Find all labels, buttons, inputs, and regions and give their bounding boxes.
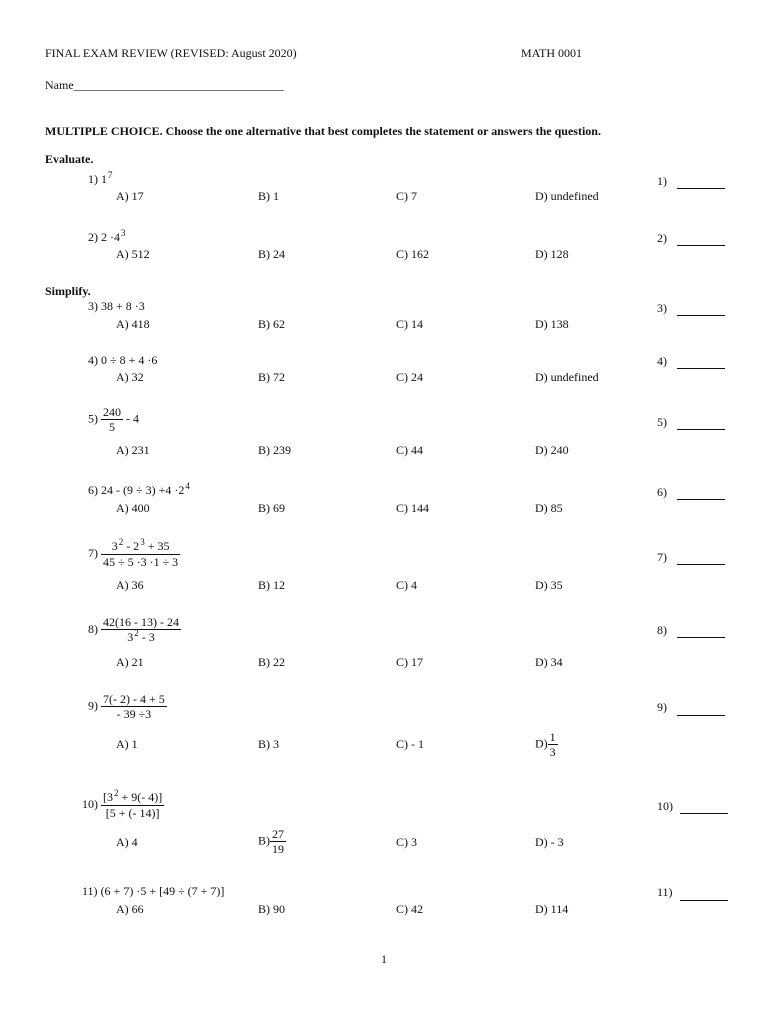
answer-label-1: 1) [657, 174, 667, 188]
answer-blank-8[interactable] [677, 637, 725, 638]
fraction: $\frac{1}{3}$ [549, 730, 556, 759]
page-number: 1 [381, 952, 387, 966]
option-c: C) 7 [396, 189, 417, 203]
option-b: B) 12 [258, 578, 285, 592]
question-4: 4) 0 ÷ 8 + 4 ·6 [88, 353, 158, 367]
option-d: D) - 3 [535, 835, 564, 849]
answer-label-10: 10) [657, 799, 673, 813]
answer-label-5: 5) [657, 415, 667, 429]
answer-blank-6[interactable] [677, 499, 725, 500]
option-b: B) $\frac{27}{19}$ [258, 827, 284, 856]
option-d: D) 85 [535, 501, 563, 515]
question-1: 1) $1^7$ [88, 170, 113, 186]
question-5: 5) $\frac{240}{5}$ - 4 [88, 405, 139, 434]
option-b: B) 72 [258, 370, 285, 384]
option-a: A) 418 [116, 317, 150, 331]
option-c: C) 3 [396, 835, 417, 849]
option-b: B) 62 [258, 317, 285, 331]
option-b: B) 90 [258, 902, 285, 916]
answer-label-4: 4) [657, 354, 667, 368]
option-c: C) 17 [396, 655, 423, 669]
option-c: C) 144 [396, 501, 429, 515]
question-7: 7) $\frac{3^2 - 2^3 + 35}{45 \div 5 \cdot 3 \cdot 1 \div 3}$ [88, 537, 179, 569]
option-a: A) 512 [116, 247, 150, 261]
option-c: C) - 1 [396, 737, 424, 751]
option-d: D) 34 [535, 655, 563, 669]
course-code: MATH 0001 [521, 46, 583, 60]
option-a: A) 36 [116, 578, 144, 592]
section-evaluate: Evaluate. [45, 152, 94, 166]
option-d: D) $\frac{1}{3}$ [535, 730, 556, 759]
option-a: A) 400 [116, 501, 150, 515]
option-a: A) 1 [116, 737, 138, 751]
question-3: 3) 38 + 8 ·3 [88, 299, 145, 313]
option-d: D) 114 [535, 902, 569, 916]
option-c: C) 4 [396, 578, 417, 592]
option-a: A) 66 [116, 902, 144, 916]
answer-blank-7[interactable] [677, 564, 725, 565]
option-c: C) 42 [396, 902, 423, 916]
question-2: 2) $2 \cdot 4^3$ [88, 228, 126, 244]
question-11: 11) (6 + 7) ·5 + [49 ÷ (7 + 7)] [82, 884, 225, 898]
option-c: C) 44 [396, 443, 423, 457]
option-d: D) 138 [535, 317, 569, 331]
answer-blank-9[interactable] [677, 715, 725, 716]
option-a: A) 17 [116, 189, 144, 203]
option-b: B) 22 [258, 655, 285, 669]
option-d: D) 35 [535, 578, 563, 592]
fraction: $\frac{3^2 - 2^3 + 35}{45 \div 5 \cdot 3 \cdot 1 \div 3}$ [103, 537, 179, 569]
option-b: B) 24 [258, 247, 285, 261]
option-c: C) 24 [396, 370, 423, 384]
instructions: MULTIPLE CHOICE. Choose the one alternative that best completes the statement or answers the question. [45, 124, 601, 138]
option-b: B) 69 [258, 501, 285, 515]
answer-label-9: 9) [657, 700, 667, 714]
fraction: $\frac{27}{19}$ [272, 827, 284, 856]
question-9: 9) $\frac{7(- 2) - 4 + 5}{- 39 \div 3}$ [88, 692, 165, 721]
name-field-label: Name___________________________________ [45, 78, 284, 92]
option-a: A) 21 [116, 655, 144, 669]
option-d: D) 128 [535, 247, 569, 261]
question-6: 6) $24 - (9 \div 3) +4 \cdot 2^4$ [88, 481, 190, 497]
option-c: C) 14 [396, 317, 423, 331]
option-b: B) 3 [258, 737, 279, 751]
answer-blank-1[interactable] [677, 188, 725, 189]
option-b: B) 239 [258, 443, 291, 457]
answer-blank-2[interactable] [677, 245, 725, 246]
option-d: D) undefined [535, 189, 599, 203]
fraction: $\frac{240}{5}$ [103, 405, 121, 434]
option-d: D) 240 [535, 443, 569, 457]
answer-blank-10[interactable] [680, 813, 728, 814]
answer-label-3: 3) [657, 301, 667, 315]
option-d: D) undefined [535, 370, 599, 384]
answer-label-8: 8) [657, 623, 667, 637]
answer-blank-4[interactable] [677, 368, 725, 369]
option-a: A) 231 [116, 443, 150, 457]
section-simplify: Simplify. [45, 284, 91, 298]
question-10: 10) $\frac{[3^2 + 9(- 4)]}{[5 + (- 14)]}$ [82, 788, 163, 820]
option-a: A) 32 [116, 370, 144, 384]
header-title: FINAL EXAM REVIEW (REVISED: August 2020) [45, 46, 297, 60]
answer-blank-5[interactable] [677, 429, 725, 430]
answer-label-11: 11) [657, 885, 673, 899]
answer-blank-11[interactable] [680, 900, 728, 901]
question-8: 8) $\frac{42(16 - 13) - 24}{3^2 - 3}$ [88, 615, 179, 644]
option-c: C) 162 [396, 247, 429, 261]
fraction: $\frac{[3^2 + 9(- 4)]}{[5 + (- 14)]}$ [103, 788, 163, 820]
answer-label-7: 7) [657, 550, 667, 564]
answer-label-2: 2) [657, 231, 667, 245]
fraction: $\frac{7(- 2) - 4 + 5}{- 39 \div 3}$ [103, 692, 165, 721]
fraction: $\frac{42(16 - 13) - 24}{3^2 - 3}$ [103, 615, 179, 644]
answer-blank-3[interactable] [677, 315, 725, 316]
option-b: B) 1 [258, 189, 279, 203]
option-a: A) 4 [116, 835, 138, 849]
answer-label-6: 6) [657, 485, 667, 499]
